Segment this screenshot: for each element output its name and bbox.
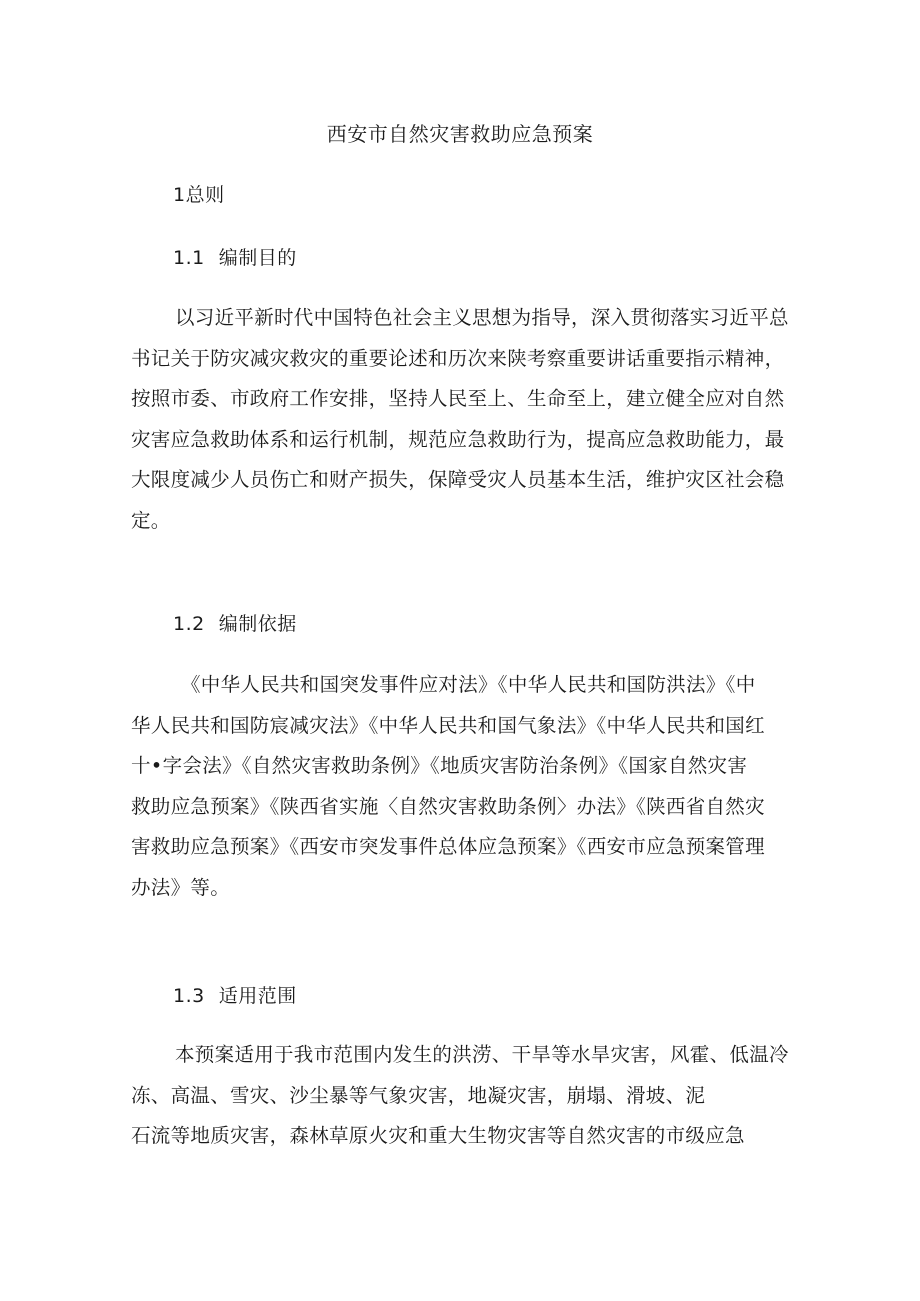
section-label: 编制依据: [218, 613, 297, 635]
paragraph-line: 本预案适用于我市范围内发生的洪涝、干旱等水旱灾害，风霍、低温冷: [175, 1043, 789, 1066]
paragraph-line: 《中华人民共和国突发事件应对法》《中华人民共和国防洪法》《中: [181, 673, 756, 696]
paragraph-line: 救助应急预案》《陕西省实施〈自然灾害救助条例〉办法》《陕西省自然灾: [131, 794, 765, 818]
section-heading-1: [173, 180, 225, 207]
paragraph-line: 按照市委、市政府工作安排，坚持人民至上、生命至上，建立健全应对自然: [131, 387, 785, 410]
section-heading-1-1: [173, 243, 297, 270]
paragraph-line: 大限度减少人员伤亡和财产损失，保障受灾人员基本生活，维护灾区社会稳: [131, 468, 785, 491]
paragraph-line: 害救助应急预案》《西安市突发事件总体应急预案》《西安市应急预案管理: [131, 835, 765, 858]
section-number: 1: [173, 184, 186, 206]
section-label: 编制目的: [218, 247, 297, 269]
paragraph-line: 以习近平新时代中国特色社会主义思想为指导，深入贯彻落实习近平总: [175, 306, 789, 329]
paragraph-line: 书记关于防灾减灾救灾的重要论述和历次来陕考察重要讲话重要指示精神，: [131, 346, 785, 370]
section-number: 1.3: [173, 985, 205, 1007]
scope-paragraph: [131, 1035, 791, 1157]
paragraph-line: 灾害应急救助体系和运行机制，规范应急救助行为，提高应急救助能力，最: [131, 427, 785, 451]
purpose-paragraph: [131, 298, 791, 541]
section-heading-1-2: [173, 609, 297, 636]
section-heading-1-3: [173, 981, 297, 1008]
basis-paragraph: [131, 665, 791, 908]
section-label: 适用范围: [218, 985, 297, 1007]
paragraph-line: 华人民共和国防宸减灾法》《中华人民共和国气象法》《中华人民共和国红: [131, 713, 765, 737]
section-number: 1.1: [173, 247, 205, 269]
section-number: 1.2: [173, 613, 205, 635]
paragraph-line: 石流等地质灾害，森林草原火灾和重大生物灾害等自然灾害的市级应急: [131, 1124, 745, 1147]
document-title: 西安市自然灾害救助应急预案: [326, 122, 594, 146]
paragraph-line: 办法》等。: [131, 875, 231, 899]
section-label: 总则: [185, 184, 225, 206]
paragraph-line: 定。: [131, 508, 171, 532]
paragraph-line: 十•字会法》《自然灾害救助条例》《地质灾害防治条例》《国家自然灾害: [131, 754, 748, 777]
paragraph-line: 冻、高温、雪灾、沙尘暴等气象灾害，地凝灾害，崩塌、滑坡、泥: [131, 1083, 706, 1107]
